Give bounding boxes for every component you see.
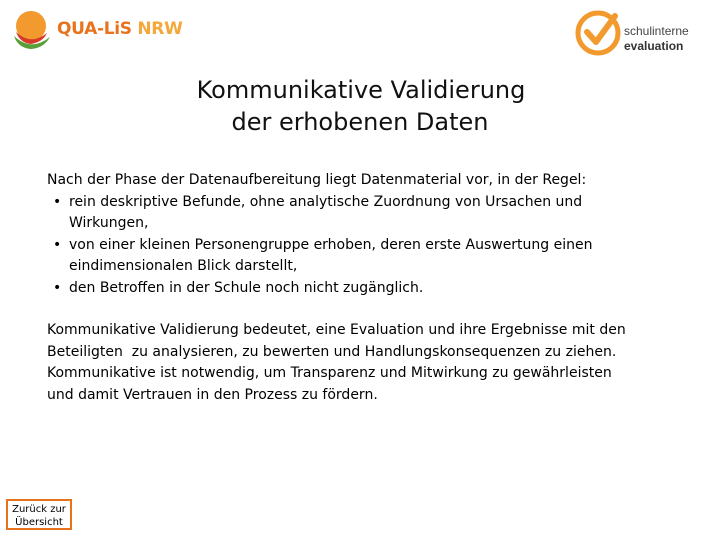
bullet-list [47,192,687,300]
slide-title [0,74,720,138]
list-item [47,235,687,278]
back-button-label-line1: Zurück zur [12,504,66,515]
paragraph-line: Kommunikative ist notwendig, um Transparenz und Mitwirkung zu gewährleisten [47,365,612,381]
qualis-logo [10,6,183,52]
intro-block [47,170,687,299]
checkmark-circle-icon [574,8,622,56]
list-item-text: von einer kleinen Personengruppe erhoben, deren erste Auswertung einen [69,236,593,253]
back-button-label-line2: Übersicht [15,517,63,528]
bullet-icon: • [53,279,62,296]
logo-text-line2: evaluation [624,39,684,53]
qualis-brand-name [57,19,183,39]
bullet-icon: • [53,236,62,253]
qualis-emblem-icon [10,6,54,50]
list-item-text: den Betroffen in der Schule noch nicht zugänglich. [69,279,424,296]
back-to-overview-button[interactable] [6,499,72,530]
logo-text-line1: schulinterne [624,24,689,38]
definition-paragraph [47,320,687,406]
list-item-text: rein deskriptive Befunde, ohne analytische Zuordnung von Ursachen und [69,193,583,210]
qualis-name-part2: NRW [137,19,183,39]
list-item-text: Wirkungen, [69,215,149,231]
list-item [47,192,687,235]
paragraph-line: und damit Vertrauen in den Prozess zu fördern. [47,386,378,403]
slide-title-line1: Kommunikative Validierung [196,76,526,104]
list-item [47,278,687,300]
paragraph-line-rest: bedeutet, eine Evaluation und ihre Ergebnisse mit den [238,322,626,338]
qualis-name-part1: QUA-LiS [57,19,132,39]
paragraph-line: Beteiligten zu analysieren, zu bewerten und Handlungskonsequenzen zu ziehen. [47,343,617,360]
paragraph-line [47,320,687,342]
defined-term: Kommunikative Validierung [47,322,239,338]
slide-title-line2: der erhobenen Daten [231,108,489,136]
list-item-text: eindimensionalen Blick darstellt, [69,258,298,274]
intro-text: Nach der Phase der Datenaufbereitung liegt Datenmaterial vor, in der Regel: [47,172,587,188]
schulinterne-evaluation-logo [574,8,714,60]
bullet-icon: • [53,193,62,210]
